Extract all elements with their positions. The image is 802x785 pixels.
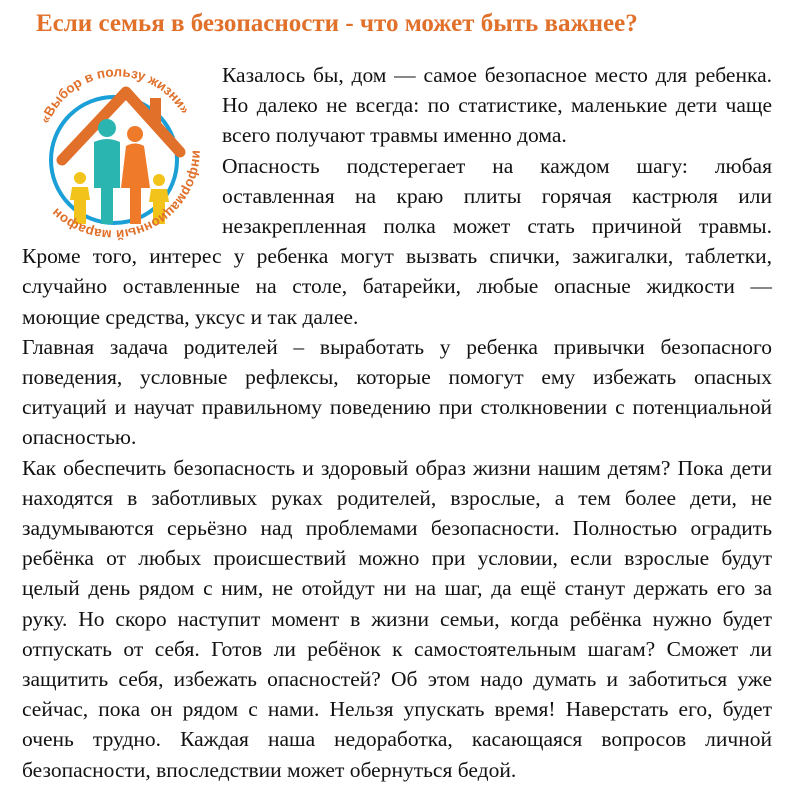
paragraph-intro: Казалось бы, дом — самое безопасное место для ребенка. Но далеко не всегда: по статистике, маленькие дети чаще всего получают травмы именно дома.: [222, 63, 772, 148]
article-body: [22, 60, 772, 785]
paragraph-safety: Как обеспечить безопасность и здоровый образ жизни нашим детям? Пока дети находятся в заботливых руках родителей, взрослые, а тем более дети, не задумываются серьёзно над проблемами безопасности. Полностью оградить ребёнка от любых происшествий можно при условии, если взрослые будут целый день рядом с ним, не отойдут ни на шаг, да ещё станут держать его за руку. Но скоро наступит момент в жизни семьи, когда ребёнка нужно будет отпускать от себя. Готов ли ребёнок к самостоятельным шагам? Сможет ли защитить себя, избежать опасностей? Об этом надо думать и заботиться уже сейчас, пока он рядом с нами. Нельзя упускать время! Наверстать его, будет очень трудно. Каждая наша недоработка, касающаяся вопросов личной безопасности, впоследствии может обернуться бедой.: [22, 455, 772, 782]
logo-top-text: «Выбор в пользу жизни»: [37, 64, 193, 126]
logo-bottom-text: информационный марафон: [48, 149, 205, 243]
paragraph-danger: Опасность подстерегает на каждом шагу: любая оставленная на краю плиты горячая кастрюля или незакрепленная полка может стать причиной травмы. Кроме того, интерес у ребенка могут вызвать спички, зажигалки, таблетки, случайно оставленные на столе, батарейки, любые опасные жидкости — моющие средства, уксус и так далее.: [22, 153, 772, 329]
paragraph-parents-task: Главная задача родителей – выработать у ребенка привычки безопасного поведения, условные рефлексы, которые помогут ему избежать опасных ситуаций и научат правильному поведению при столкновении с потенциальной опасностью.: [22, 334, 772, 450]
page-title: Если семья в безопасности - что может быть важнее?: [36, 10, 638, 37]
